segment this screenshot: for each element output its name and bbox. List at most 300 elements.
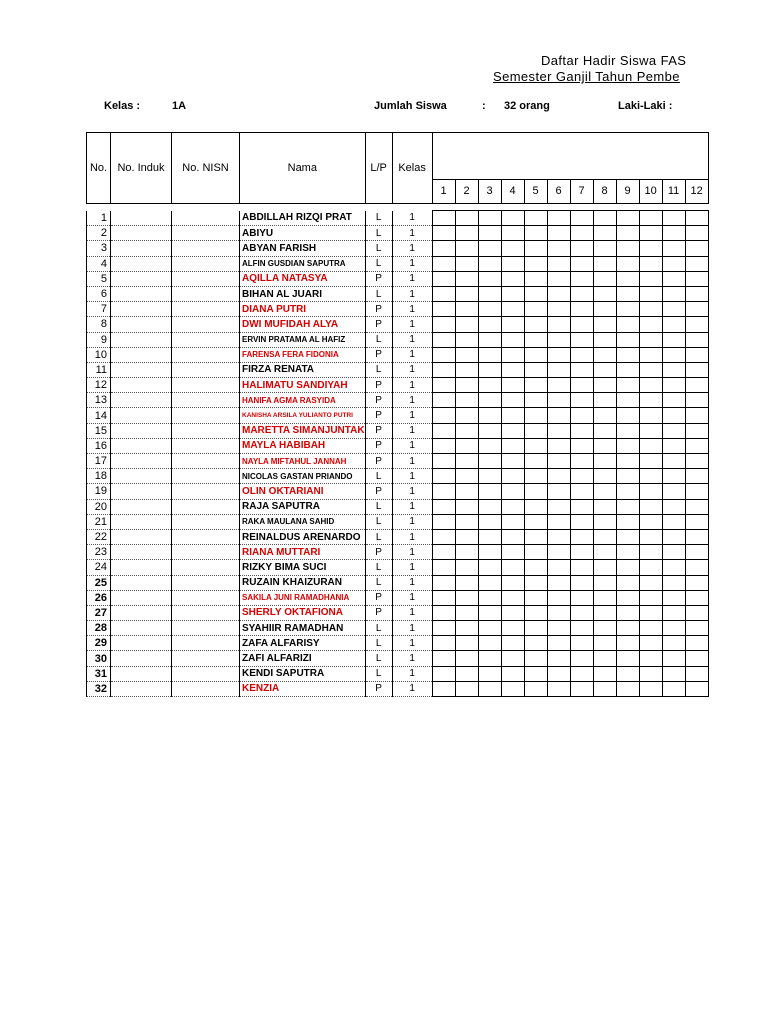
attendance-cell-day-12[interactable] [685,347,708,362]
no-induk-cell[interactable] [111,454,172,469]
attendance-cell-day-2[interactable] [455,545,478,560]
no-nisn-cell[interactable] [172,226,240,241]
attendance-cell-day-4[interactable] [501,575,524,590]
attendance-cell-day-9[interactable] [616,226,639,241]
attendance-cell-day-6[interactable] [547,378,570,393]
attendance-cell-day-6[interactable] [547,241,570,256]
attendance-cell-day-1[interactable] [432,514,455,529]
attendance-cell-day-10[interactable] [639,590,662,605]
attendance-cell-day-12[interactable] [685,545,708,560]
no-induk-cell[interactable] [111,575,172,590]
no-nisn-cell[interactable] [172,332,240,347]
attendance-cell-day-3[interactable] [478,469,501,484]
attendance-cell-day-5[interactable] [524,256,547,271]
attendance-cell-day-10[interactable] [639,484,662,499]
no-induk-cell[interactable] [111,286,172,301]
attendance-cell-day-12[interactable] [685,469,708,484]
attendance-cell-day-7[interactable] [570,636,593,651]
attendance-cell-day-2[interactable] [455,484,478,499]
attendance-cell-day-8[interactable] [593,621,616,636]
attendance-cell-day-8[interactable] [593,681,616,696]
attendance-cell-day-4[interactable] [501,484,524,499]
attendance-cell-day-5[interactable] [524,666,547,681]
attendance-cell-day-3[interactable] [478,560,501,575]
attendance-cell-day-7[interactable] [570,423,593,438]
attendance-cell-day-7[interactable] [570,271,593,286]
attendance-cell-day-8[interactable] [593,317,616,332]
attendance-cell-day-9[interactable] [616,529,639,544]
attendance-cell-day-12[interactable] [685,560,708,575]
no-nisn-cell[interactable] [172,666,240,681]
attendance-cell-day-9[interactable] [616,393,639,408]
attendance-cell-day-10[interactable] [639,332,662,347]
no-induk-cell[interactable] [111,423,172,438]
attendance-cell-day-9[interactable] [616,423,639,438]
attendance-cell-day-12[interactable] [685,241,708,256]
no-induk-cell[interactable] [111,438,172,453]
no-nisn-cell[interactable] [172,286,240,301]
no-induk-cell[interactable] [111,332,172,347]
attendance-cell-day-9[interactable] [616,545,639,560]
attendance-cell-day-9[interactable] [616,317,639,332]
attendance-cell-day-11[interactable] [662,560,685,575]
attendance-cell-day-8[interactable] [593,529,616,544]
attendance-cell-day-4[interactable] [501,256,524,271]
attendance-cell-day-11[interactable] [662,499,685,514]
attendance-cell-day-11[interactable] [662,545,685,560]
attendance-cell-day-6[interactable] [547,423,570,438]
no-induk-cell[interactable] [111,226,172,241]
attendance-cell-day-3[interactable] [478,332,501,347]
attendance-cell-day-8[interactable] [593,362,616,377]
attendance-cell-day-1[interactable] [432,666,455,681]
no-induk-cell[interactable] [111,499,172,514]
attendance-cell-day-4[interactable] [501,286,524,301]
attendance-cell-day-5[interactable] [524,211,547,226]
attendance-cell-day-2[interactable] [455,286,478,301]
attendance-cell-day-2[interactable] [455,681,478,696]
attendance-cell-day-4[interactable] [501,423,524,438]
attendance-cell-day-3[interactable] [478,271,501,286]
attendance-cell-day-6[interactable] [547,636,570,651]
attendance-cell-day-8[interactable] [593,651,616,666]
attendance-cell-day-4[interactable] [501,226,524,241]
attendance-cell-day-3[interactable] [478,362,501,377]
attendance-cell-day-5[interactable] [524,317,547,332]
attendance-cell-day-10[interactable] [639,560,662,575]
attendance-cell-day-4[interactable] [501,605,524,620]
attendance-cell-day-6[interactable] [547,347,570,362]
attendance-cell-day-8[interactable] [593,590,616,605]
attendance-cell-day-8[interactable] [593,302,616,317]
attendance-cell-day-2[interactable] [455,271,478,286]
attendance-cell-day-9[interactable] [616,302,639,317]
attendance-cell-day-5[interactable] [524,286,547,301]
attendance-cell-day-10[interactable] [639,651,662,666]
attendance-cell-day-9[interactable] [616,681,639,696]
attendance-cell-day-2[interactable] [455,302,478,317]
attendance-cell-day-9[interactable] [616,484,639,499]
attendance-cell-day-8[interactable] [593,469,616,484]
attendance-cell-day-12[interactable] [685,408,708,423]
attendance-cell-day-7[interactable] [570,605,593,620]
attendance-cell-day-5[interactable] [524,469,547,484]
attendance-cell-day-9[interactable] [616,499,639,514]
attendance-cell-day-3[interactable] [478,226,501,241]
attendance-cell-day-3[interactable] [478,484,501,499]
attendance-cell-day-3[interactable] [478,666,501,681]
attendance-cell-day-11[interactable] [662,529,685,544]
attendance-cell-day-2[interactable] [455,636,478,651]
attendance-cell-day-3[interactable] [478,256,501,271]
no-nisn-cell[interactable] [172,378,240,393]
attendance-cell-day-10[interactable] [639,499,662,514]
attendance-cell-day-7[interactable] [570,454,593,469]
no-induk-cell[interactable] [111,469,172,484]
attendance-cell-day-3[interactable] [478,302,501,317]
attendance-cell-day-3[interactable] [478,514,501,529]
attendance-cell-day-8[interactable] [593,393,616,408]
attendance-cell-day-1[interactable] [432,529,455,544]
attendance-cell-day-12[interactable] [685,378,708,393]
attendance-cell-day-11[interactable] [662,666,685,681]
no-nisn-cell[interactable] [172,621,240,636]
attendance-cell-day-1[interactable] [432,408,455,423]
no-nisn-cell[interactable] [172,545,240,560]
attendance-cell-day-4[interactable] [501,454,524,469]
attendance-cell-day-4[interactable] [501,590,524,605]
no-nisn-cell[interactable] [172,681,240,696]
attendance-cell-day-4[interactable] [501,362,524,377]
no-nisn-cell[interactable] [172,241,240,256]
attendance-cell-day-1[interactable] [432,226,455,241]
attendance-cell-day-10[interactable] [639,378,662,393]
attendance-cell-day-5[interactable] [524,484,547,499]
attendance-cell-day-5[interactable] [524,378,547,393]
attendance-cell-day-10[interactable] [639,211,662,226]
no-nisn-cell[interactable] [172,256,240,271]
no-induk-cell[interactable] [111,408,172,423]
attendance-cell-day-11[interactable] [662,651,685,666]
attendance-cell-day-11[interactable] [662,211,685,226]
attendance-cell-day-1[interactable] [432,469,455,484]
attendance-cell-day-7[interactable] [570,241,593,256]
attendance-cell-day-11[interactable] [662,271,685,286]
attendance-cell-day-10[interactable] [639,408,662,423]
no-induk-cell[interactable] [111,362,172,377]
attendance-cell-day-9[interactable] [616,362,639,377]
attendance-cell-day-9[interactable] [616,438,639,453]
attendance-cell-day-9[interactable] [616,256,639,271]
attendance-cell-day-11[interactable] [662,286,685,301]
attendance-cell-day-4[interactable] [501,681,524,696]
attendance-cell-day-1[interactable] [432,423,455,438]
attendance-cell-day-9[interactable] [616,651,639,666]
attendance-cell-day-1[interactable] [432,317,455,332]
attendance-cell-day-7[interactable] [570,575,593,590]
attendance-cell-day-11[interactable] [662,575,685,590]
attendance-cell-day-10[interactable] [639,347,662,362]
attendance-cell-day-4[interactable] [501,378,524,393]
attendance-cell-day-10[interactable] [639,256,662,271]
attendance-cell-day-3[interactable] [478,423,501,438]
attendance-cell-day-7[interactable] [570,666,593,681]
attendance-cell-day-3[interactable] [478,211,501,226]
attendance-cell-day-7[interactable] [570,408,593,423]
attendance-cell-day-12[interactable] [685,484,708,499]
no-nisn-cell[interactable] [172,560,240,575]
attendance-cell-day-12[interactable] [685,514,708,529]
attendance-cell-day-7[interactable] [570,438,593,453]
attendance-cell-day-5[interactable] [524,499,547,514]
attendance-cell-day-8[interactable] [593,666,616,681]
no-nisn-cell[interactable] [172,423,240,438]
attendance-cell-day-5[interactable] [524,408,547,423]
attendance-cell-day-2[interactable] [455,347,478,362]
attendance-cell-day-4[interactable] [501,347,524,362]
attendance-cell-day-3[interactable] [478,408,501,423]
attendance-cell-day-7[interactable] [570,347,593,362]
no-induk-cell[interactable] [111,393,172,408]
attendance-cell-day-9[interactable] [616,666,639,681]
attendance-cell-day-2[interactable] [455,408,478,423]
attendance-cell-day-10[interactable] [639,393,662,408]
attendance-cell-day-8[interactable] [593,378,616,393]
attendance-cell-day-11[interactable] [662,438,685,453]
attendance-cell-day-4[interactable] [501,621,524,636]
attendance-cell-day-5[interactable] [524,560,547,575]
attendance-cell-day-8[interactable] [593,545,616,560]
attendance-cell-day-3[interactable] [478,529,501,544]
attendance-cell-day-11[interactable] [662,590,685,605]
no-induk-cell[interactable] [111,681,172,696]
attendance-cell-day-2[interactable] [455,651,478,666]
no-nisn-cell[interactable] [172,393,240,408]
attendance-cell-day-5[interactable] [524,529,547,544]
attendance-cell-day-1[interactable] [432,438,455,453]
attendance-cell-day-6[interactable] [547,469,570,484]
attendance-cell-day-12[interactable] [685,286,708,301]
attendance-cell-day-1[interactable] [432,302,455,317]
attendance-cell-day-2[interactable] [455,393,478,408]
attendance-cell-day-4[interactable] [501,438,524,453]
attendance-cell-day-12[interactable] [685,666,708,681]
attendance-cell-day-3[interactable] [478,621,501,636]
attendance-cell-day-8[interactable] [593,241,616,256]
attendance-cell-day-12[interactable] [685,529,708,544]
attendance-cell-day-3[interactable] [478,499,501,514]
attendance-cell-day-5[interactable] [524,590,547,605]
attendance-cell-day-8[interactable] [593,347,616,362]
no-nisn-cell[interactable] [172,454,240,469]
attendance-cell-day-3[interactable] [478,454,501,469]
attendance-cell-day-7[interactable] [570,499,593,514]
attendance-cell-day-2[interactable] [455,362,478,377]
attendance-cell-day-9[interactable] [616,605,639,620]
no-induk-cell[interactable] [111,256,172,271]
attendance-cell-day-4[interactable] [501,499,524,514]
no-nisn-cell[interactable] [172,651,240,666]
attendance-cell-day-11[interactable] [662,378,685,393]
attendance-cell-day-2[interactable] [455,590,478,605]
attendance-cell-day-5[interactable] [524,621,547,636]
attendance-cell-day-9[interactable] [616,286,639,301]
attendance-cell-day-12[interactable] [685,211,708,226]
attendance-cell-day-11[interactable] [662,241,685,256]
attendance-cell-day-6[interactable] [547,651,570,666]
attendance-cell-day-7[interactable] [570,484,593,499]
attendance-cell-day-9[interactable] [616,332,639,347]
attendance-cell-day-1[interactable] [432,605,455,620]
attendance-cell-day-6[interactable] [547,438,570,453]
attendance-cell-day-11[interactable] [662,621,685,636]
attendance-cell-day-12[interactable] [685,317,708,332]
attendance-cell-day-7[interactable] [570,362,593,377]
attendance-cell-day-2[interactable] [455,226,478,241]
attendance-cell-day-5[interactable] [524,393,547,408]
attendance-cell-day-9[interactable] [616,636,639,651]
attendance-cell-day-7[interactable] [570,256,593,271]
attendance-cell-day-6[interactable] [547,590,570,605]
attendance-cell-day-8[interactable] [593,226,616,241]
attendance-cell-day-10[interactable] [639,362,662,377]
attendance-cell-day-1[interactable] [432,362,455,377]
attendance-cell-day-9[interactable] [616,408,639,423]
attendance-cell-day-4[interactable] [501,514,524,529]
attendance-cell-day-11[interactable] [662,256,685,271]
attendance-cell-day-9[interactable] [616,560,639,575]
attendance-cell-day-1[interactable] [432,621,455,636]
attendance-cell-day-2[interactable] [455,605,478,620]
no-nisn-cell[interactable] [172,438,240,453]
attendance-cell-day-12[interactable] [685,454,708,469]
attendance-cell-day-12[interactable] [685,605,708,620]
attendance-cell-day-1[interactable] [432,575,455,590]
attendance-cell-day-7[interactable] [570,651,593,666]
attendance-cell-day-6[interactable] [547,575,570,590]
attendance-cell-day-1[interactable] [432,681,455,696]
attendance-cell-day-11[interactable] [662,317,685,332]
attendance-cell-day-5[interactable] [524,332,547,347]
attendance-cell-day-12[interactable] [685,332,708,347]
attendance-cell-day-1[interactable] [432,484,455,499]
attendance-cell-day-6[interactable] [547,545,570,560]
attendance-cell-day-4[interactable] [501,393,524,408]
attendance-cell-day-10[interactable] [639,317,662,332]
attendance-cell-day-12[interactable] [685,438,708,453]
attendance-cell-day-2[interactable] [455,423,478,438]
attendance-cell-day-5[interactable] [524,226,547,241]
attendance-cell-day-12[interactable] [685,636,708,651]
attendance-cell-day-7[interactable] [570,560,593,575]
attendance-cell-day-8[interactable] [593,423,616,438]
no-nisn-cell[interactable] [172,484,240,499]
attendance-cell-day-2[interactable] [455,529,478,544]
attendance-cell-day-7[interactable] [570,590,593,605]
attendance-cell-day-7[interactable] [570,621,593,636]
no-nisn-cell[interactable] [172,575,240,590]
attendance-cell-day-1[interactable] [432,211,455,226]
attendance-cell-day-11[interactable] [662,393,685,408]
attendance-cell-day-3[interactable] [478,393,501,408]
attendance-cell-day-4[interactable] [501,529,524,544]
attendance-cell-day-4[interactable] [501,666,524,681]
attendance-cell-day-5[interactable] [524,362,547,377]
attendance-cell-day-8[interactable] [593,499,616,514]
attendance-cell-day-10[interactable] [639,271,662,286]
attendance-cell-day-10[interactable] [639,605,662,620]
no-induk-cell[interactable] [111,302,172,317]
attendance-cell-day-6[interactable] [547,302,570,317]
no-induk-cell[interactable] [111,317,172,332]
attendance-cell-day-1[interactable] [432,454,455,469]
attendance-cell-day-12[interactable] [685,393,708,408]
attendance-cell-day-3[interactable] [478,241,501,256]
attendance-cell-day-7[interactable] [570,317,593,332]
attendance-cell-day-8[interactable] [593,560,616,575]
attendance-cell-day-7[interactable] [570,545,593,560]
attendance-cell-day-8[interactable] [593,332,616,347]
attendance-cell-day-6[interactable] [547,271,570,286]
attendance-cell-day-3[interactable] [478,438,501,453]
attendance-cell-day-3[interactable] [478,347,501,362]
attendance-cell-day-12[interactable] [685,499,708,514]
attendance-cell-day-3[interactable] [478,605,501,620]
attendance-cell-day-12[interactable] [685,362,708,377]
attendance-cell-day-7[interactable] [570,226,593,241]
attendance-cell-day-3[interactable] [478,651,501,666]
no-induk-cell[interactable] [111,621,172,636]
attendance-cell-day-11[interactable] [662,484,685,499]
no-nisn-cell[interactable] [172,590,240,605]
no-nisn-cell[interactable] [172,469,240,484]
attendance-cell-day-2[interactable] [455,575,478,590]
attendance-cell-day-10[interactable] [639,666,662,681]
attendance-cell-day-4[interactable] [501,332,524,347]
attendance-cell-day-6[interactable] [547,681,570,696]
attendance-cell-day-11[interactable] [662,469,685,484]
attendance-cell-day-6[interactable] [547,226,570,241]
attendance-cell-day-1[interactable] [432,651,455,666]
attendance-cell-day-8[interactable] [593,605,616,620]
attendance-cell-day-12[interactable] [685,256,708,271]
attendance-cell-day-2[interactable] [455,454,478,469]
attendance-cell-day-1[interactable] [432,636,455,651]
attendance-cell-day-2[interactable] [455,378,478,393]
attendance-cell-day-2[interactable] [455,469,478,484]
attendance-cell-day-11[interactable] [662,454,685,469]
attendance-cell-day-12[interactable] [685,423,708,438]
no-induk-cell[interactable] [111,545,172,560]
attendance-cell-day-9[interactable] [616,347,639,362]
attendance-cell-day-4[interactable] [501,241,524,256]
attendance-cell-day-4[interactable] [501,211,524,226]
attendance-cell-day-9[interactable] [616,378,639,393]
attendance-cell-day-8[interactable] [593,438,616,453]
attendance-cell-day-1[interactable] [432,590,455,605]
attendance-cell-day-11[interactable] [662,302,685,317]
attendance-cell-day-6[interactable] [547,332,570,347]
attendance-cell-day-2[interactable] [455,514,478,529]
attendance-cell-day-1[interactable] [432,286,455,301]
no-induk-cell[interactable] [111,347,172,362]
attendance-cell-day-1[interactable] [432,560,455,575]
attendance-cell-day-11[interactable] [662,605,685,620]
attendance-cell-day-11[interactable] [662,226,685,241]
no-induk-cell[interactable] [111,651,172,666]
attendance-cell-day-7[interactable] [570,514,593,529]
attendance-cell-day-5[interactable] [524,545,547,560]
